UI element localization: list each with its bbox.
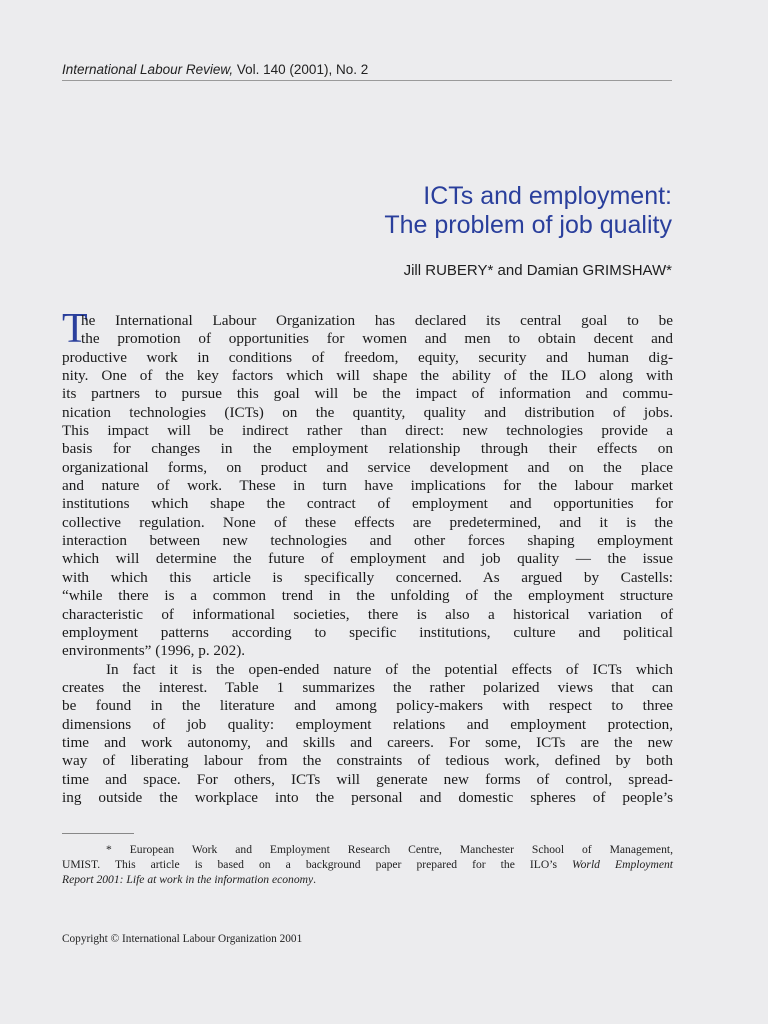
- footnote-report-title: World Employment: [572, 858, 673, 871]
- body-line: the promotion of opportunities for women and men to obtain decent and: [81, 330, 673, 348]
- body-line: In fact it is the open-ended nature of the potential effects of ICTs which: [106, 660, 673, 678]
- body-line: with which this article is specifically concerned. As argued by Castells:: [62, 568, 673, 586]
- body-line: dimensions of job quality: employment relations and employment protection,: [62, 715, 673, 733]
- footnote-divider: [62, 833, 134, 834]
- body-line: This impact will be indirect rather than direct: new technologies provide a: [62, 422, 673, 440]
- body-line: environments” (1996, p. 202).: [62, 642, 246, 660]
- body-line: employment patterns according to specific institutions, culture and political: [62, 623, 673, 641]
- drop-cap: T: [62, 306, 88, 352]
- body-line: collective regulation. None of these effects are predetermined, and it is the: [62, 513, 673, 531]
- journal-name: International Labour Review,: [62, 62, 234, 77]
- body-line: which will determine the future of employment and job quality — the issue: [62, 550, 673, 568]
- footnote-text: UMIST. This article is based on a background paper prepared for the ILO’s: [62, 858, 573, 871]
- body-line: its partners to pursue this goal will be the impact of information and commu-: [62, 385, 673, 403]
- footnote-period: .: [313, 873, 317, 886]
- body-line: he International Labour Organization has declared its central goal to be: [81, 312, 673, 329]
- title-line-1: ICTs and employment:: [423, 182, 672, 210]
- footnote-line: * European Work and Employment Research Centre, Manchester School of Management,: [106, 843, 673, 856]
- body-line: characteristic of informational societies, there is also a historical variation of: [62, 605, 673, 623]
- article-title: [384, 182, 672, 240]
- body-line: organizational forms, on product and service development and on the place: [62, 458, 673, 476]
- body-line: and nature of work. These in turn have implications for the labour market: [62, 477, 673, 495]
- body-line: time and space. For others, ICTs will generate new forms of control, spread-: [62, 770, 673, 788]
- footnote-report-subtitle: Report 2001: Life at work in the information economy: [62, 873, 314, 886]
- body-line: be found in the literature and among policy-makers with respect to three: [62, 697, 673, 715]
- copyright-notice: Copyright © International Labour Organization 2001: [62, 933, 303, 945]
- footnote-line: [62, 857, 673, 872]
- body-line: ing outside the workplace into the personal and domestic spheres of people’s: [62, 788, 673, 806]
- body-line: nity. One of the key factors which will shape the ability of the ILO along with: [62, 367, 673, 385]
- authors: Jill RUBERY* and Damian GRIMSHAW*: [403, 262, 672, 279]
- body-line: basis for changes in the employment relationship through their effects on: [62, 440, 673, 458]
- body-text: [62, 312, 673, 807]
- body-line: way of liberating labour from the constraints of tedious work, defined by both: [62, 752, 673, 770]
- body-line: “while there is a common trend in the unfolding of the employment structure: [62, 587, 673, 605]
- body-line: productive work in conditions of freedom, equity, security and human dig-: [62, 348, 673, 366]
- footnote: [62, 842, 673, 887]
- journal-volume: Vol. 140 (2001), No. 2: [233, 62, 369, 77]
- body-line: time and work autonomy, and skills and careers. For some, ICTs are the new: [62, 733, 673, 751]
- body-line: interaction between new technologies and other forces shaping employment: [62, 532, 673, 550]
- title-line-2: The problem of job quality: [384, 211, 672, 239]
- body-line: nication technologies (ICTs) on the quantity, quality and distribution of jobs.: [62, 403, 673, 421]
- running-head: [62, 62, 672, 81]
- body-line: institutions which shape the contract of employment and opportunities for: [62, 495, 673, 513]
- footnote-line: [62, 872, 673, 887]
- body-line: creates the interest. Table 1 summarizes the rather polarized views that can: [62, 678, 673, 696]
